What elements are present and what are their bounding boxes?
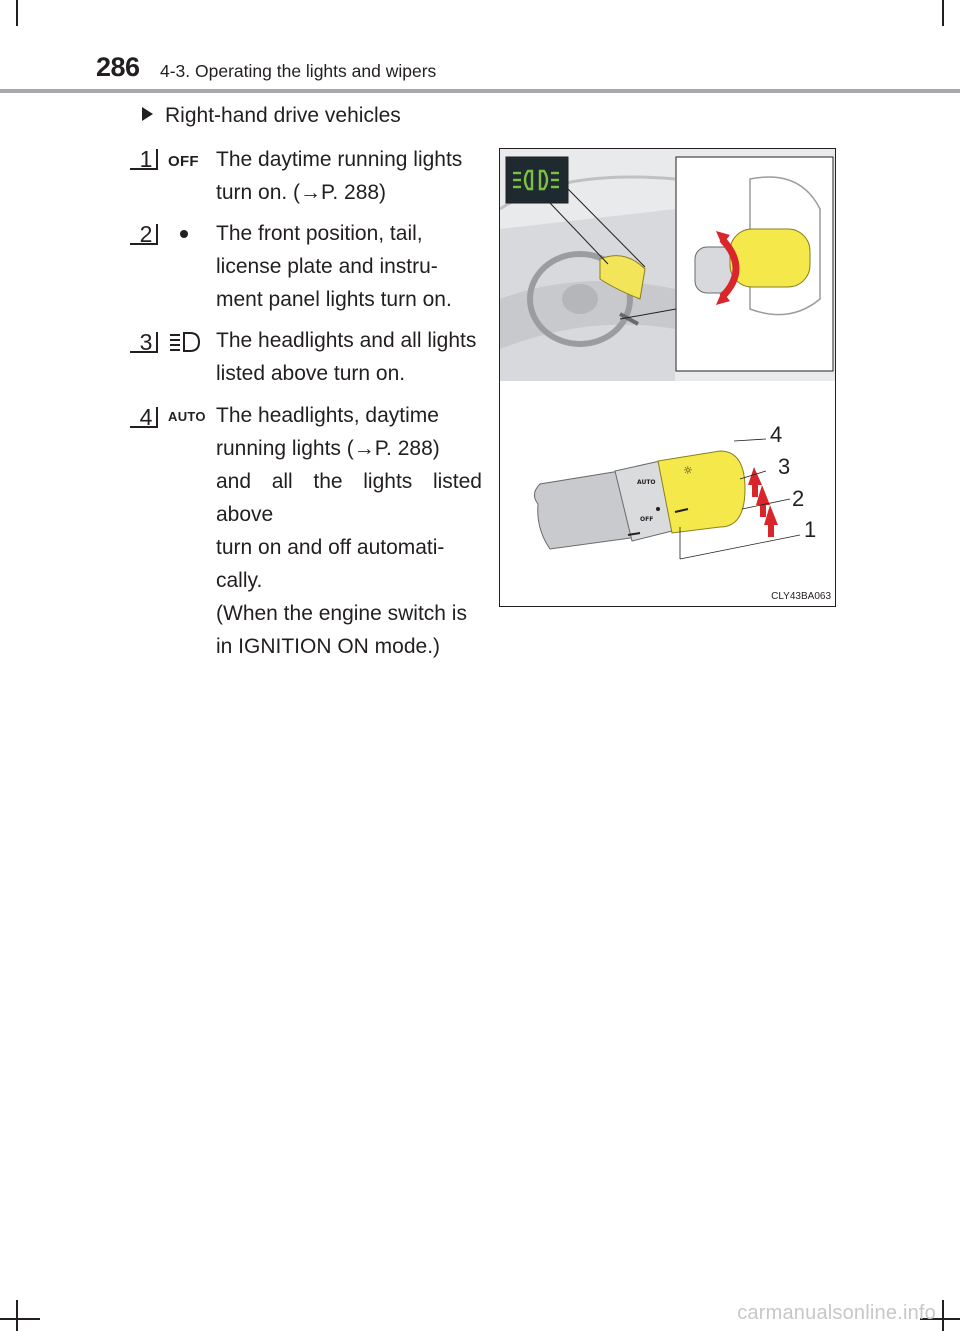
text-line: The front position, tail,: [216, 222, 423, 245]
text-line: cally.: [216, 569, 263, 592]
crop-mark: [16, 0, 18, 26]
text-line: and all the lights listed above: [216, 470, 482, 526]
text-line: The daytime running lights: [216, 148, 463, 171]
svg-text:☼: ☼: [683, 464, 693, 477]
page-number: 286: [96, 52, 140, 82]
crop-mark: [942, 1300, 944, 1331]
text-line: turn on. (→P. 288): [216, 181, 387, 204]
text-line: in IGNITION ON mode.): [216, 635, 441, 658]
text-line: The headlights, daytime: [216, 404, 439, 427]
text-line: license plate and instru-: [216, 255, 438, 278]
text-line: running lights (→P. 288): [216, 437, 440, 460]
footer-watermark: carmanualsonline.info: [737, 1302, 936, 1324]
off-symbol: OFF: [168, 153, 199, 170]
off-label: OFF: [640, 516, 654, 523]
item-4-text: [216, 399, 482, 663]
headlight-icon: [168, 331, 202, 353]
item-number-4: 4: [132, 404, 160, 430]
header-rule: [0, 89, 960, 93]
position-light-dot-icon: [180, 230, 188, 238]
item-2-text: [216, 217, 482, 316]
auto-symbol: AUTO: [168, 409, 206, 424]
callout-2: 2: [792, 486, 805, 511]
crop-mark: [0, 1318, 40, 1320]
item-number-1: 1: [132, 146, 160, 172]
callout-4: 4: [770, 422, 783, 447]
callout-3: 3: [778, 454, 791, 479]
text-line: (When the engine switch is: [216, 602, 467, 625]
item-1-text: [216, 143, 482, 209]
text-line: The headlights and all lights: [216, 329, 477, 352]
text-line: turn on and off automati-: [216, 536, 445, 559]
section-title: 4-3. Operating the lights and wipers: [160, 61, 437, 81]
illustration-svg: [500, 149, 836, 607]
item-3-text: [216, 324, 482, 390]
item-number-2: 2: [132, 221, 160, 247]
crop-mark: [16, 1300, 18, 1331]
auto-label: AUTO: [637, 479, 656, 486]
crop-mark: [942, 0, 944, 26]
figure-code: CLY43BA063: [771, 591, 831, 602]
subheading-text: Right-hand drive vehicles: [165, 104, 401, 127]
light-switch-illustration: [499, 148, 836, 607]
triangle-bullet-icon: [142, 107, 153, 121]
subheading: [142, 104, 401, 128]
text-line: ment panel lights turn on.: [216, 288, 452, 311]
callout-1: 1: [804, 517, 817, 542]
text-line: listed above turn on.: [216, 362, 406, 385]
item-number-3: 3: [132, 329, 160, 355]
